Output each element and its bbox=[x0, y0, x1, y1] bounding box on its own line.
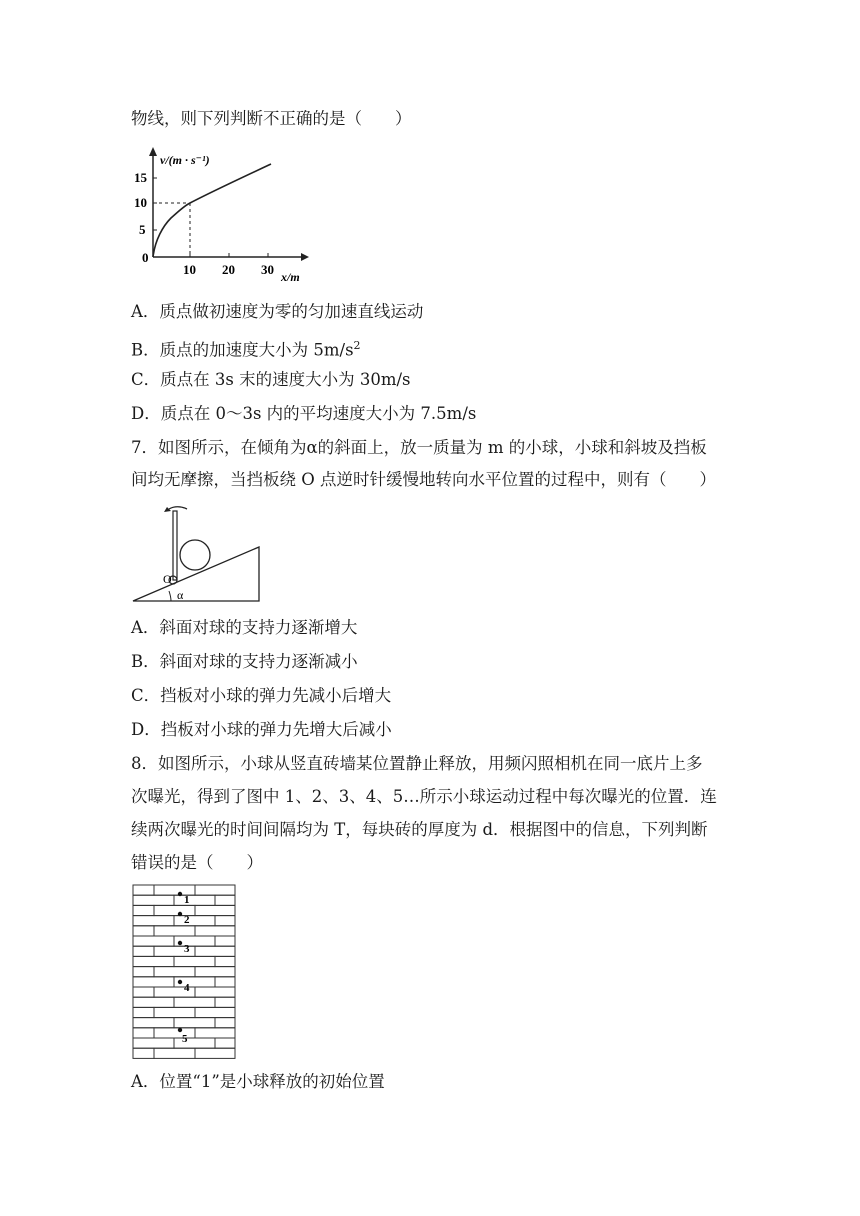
brick bbox=[133, 946, 154, 956]
brick bbox=[215, 977, 235, 987]
brick bbox=[195, 946, 235, 956]
incline-triangle bbox=[133, 547, 259, 601]
q7-stem-line-2: 间均无摩擦，当挡板绕 O 点逆时针缓慢地转向水平位置的过程中，则有（ ） bbox=[131, 470, 717, 489]
brick bbox=[195, 926, 235, 936]
brick bbox=[133, 977, 174, 987]
brick bbox=[215, 1038, 235, 1048]
x-axis-arrow bbox=[301, 253, 309, 261]
pivot-label: O bbox=[163, 572, 172, 586]
brick bbox=[133, 987, 154, 997]
position-label-5: 5 bbox=[182, 1033, 188, 1045]
brick bbox=[195, 885, 235, 895]
brick bbox=[174, 895, 215, 905]
ball-position-1 bbox=[178, 892, 182, 896]
y-tick-0: 0 bbox=[142, 250, 149, 265]
velocity-curve bbox=[153, 164, 271, 257]
x-axis-label: x/m bbox=[281, 270, 300, 284]
brick bbox=[133, 936, 174, 946]
q6-option-a: A．质点做初速度为零的匀加速直线运动 bbox=[131, 302, 424, 321]
brick bbox=[133, 895, 174, 905]
position-label-1: 1 bbox=[184, 894, 190, 906]
brick bbox=[174, 1038, 215, 1048]
angle-arc bbox=[169, 591, 171, 601]
x-tick-30: 30 bbox=[261, 262, 274, 277]
x-tick-20: 20 bbox=[222, 262, 235, 277]
brick bbox=[215, 916, 235, 926]
brick bbox=[133, 1007, 154, 1017]
brick bbox=[133, 1048, 154, 1058]
brick bbox=[195, 905, 235, 915]
brick bbox=[195, 987, 235, 997]
position-label-4: 4 bbox=[184, 982, 190, 994]
q8-stem-line-4: 错误的是（ ） bbox=[131, 853, 263, 872]
y-tick-10: 10 bbox=[134, 195, 147, 210]
x-tick-10: 10 bbox=[183, 262, 196, 277]
brick bbox=[174, 1018, 215, 1028]
brick bbox=[195, 1048, 235, 1058]
q8-stem-line-1: 8．如图所示，小球从竖直砖墙某位置静止释放，用频闪照相机在同一底片上多 bbox=[131, 754, 703, 773]
question-6-stem-tail: 物线，则下列判断不正确的是（ ） bbox=[131, 109, 412, 128]
brick bbox=[215, 1018, 235, 1028]
brick bbox=[133, 916, 174, 926]
q6-option-c: C．质点在 3s 末的速度大小为 30m/s bbox=[131, 370, 411, 389]
q8-stem-line-2: 次曝光，得到了图中 1、2、3、4、5…所示小球运动过程中每次曝光的位置．连 bbox=[131, 787, 717, 806]
brick bbox=[133, 1028, 154, 1038]
brick bbox=[133, 885, 154, 895]
ball-positions bbox=[178, 892, 182, 1032]
incline-ball-figure bbox=[131, 503, 266, 604]
brick bbox=[133, 905, 154, 915]
brick bbox=[215, 956, 235, 966]
q8-stem-line-3: 续两次曝光的时间间隔均为 T，每块砖的厚度为 d．根据图中的信息，下列判断 bbox=[131, 820, 708, 839]
baffle-board bbox=[173, 511, 177, 580]
brick bbox=[174, 997, 215, 1007]
brick bbox=[133, 956, 174, 966]
exponent: 2 bbox=[353, 339, 361, 352]
rotation-arrow bbox=[169, 507, 187, 509]
velocity-position-graph bbox=[131, 140, 311, 288]
y-tick-5: 5 bbox=[139, 222, 146, 237]
q7-option-c: C．挡板对小球的弹力先减小后增大 bbox=[131, 686, 392, 705]
ball-position-2 bbox=[178, 912, 182, 916]
brick bbox=[195, 1028, 235, 1038]
brick bbox=[174, 956, 215, 966]
ball-position-5 bbox=[178, 1028, 182, 1032]
brick bbox=[195, 967, 235, 977]
brick bbox=[215, 895, 235, 905]
brick bbox=[133, 926, 154, 936]
q8-option-a: A．位置“1”是小球释放的初始位置 bbox=[131, 1072, 385, 1091]
brick bbox=[154, 967, 195, 977]
brick bbox=[154, 1028, 195, 1038]
brick bbox=[133, 967, 154, 977]
ball-position-3 bbox=[178, 941, 182, 945]
y-axis-label: v/(m · s⁻¹) bbox=[160, 153, 210, 167]
q6-option-b: B．质点的加速度大小为 $5m/s^2$ bbox=[131, 339, 361, 360]
brick bbox=[133, 1038, 174, 1048]
ball bbox=[180, 540, 210, 570]
angle-label: α bbox=[177, 588, 184, 602]
y-tick-15: 15 bbox=[134, 170, 147, 185]
y-axis-arrow bbox=[149, 147, 157, 156]
position-label-2: 2 bbox=[184, 914, 190, 926]
q7-stem-line-1: 7．如图所示，在倾角为α的斜面上，放一质量为 m 的小球，小球和斜坡及挡板 bbox=[131, 438, 707, 457]
brick bbox=[215, 997, 235, 1007]
brick bbox=[195, 1007, 235, 1017]
q7-option-d: D．挡板对小球的弹力先增大后减小 bbox=[131, 720, 392, 739]
q6-option-d: D．质点在 0～3s 内的平均速度大小为 7.5m/s bbox=[131, 404, 477, 423]
position-label-3: 3 bbox=[184, 943, 190, 955]
q7-option-a: A．斜面对球的支持力逐渐增大 bbox=[131, 618, 358, 637]
brick-wall-figure bbox=[131, 883, 239, 1063]
brick bbox=[154, 1007, 195, 1017]
ball-position-4 bbox=[178, 980, 182, 984]
brick bbox=[215, 936, 235, 946]
brick bbox=[133, 997, 174, 1007]
q7-option-b: B．斜面对球的支持力逐渐减小 bbox=[131, 652, 358, 671]
brick bbox=[154, 1048, 195, 1058]
brick bbox=[133, 1018, 174, 1028]
brick bbox=[154, 926, 195, 936]
brick bbox=[174, 916, 215, 926]
